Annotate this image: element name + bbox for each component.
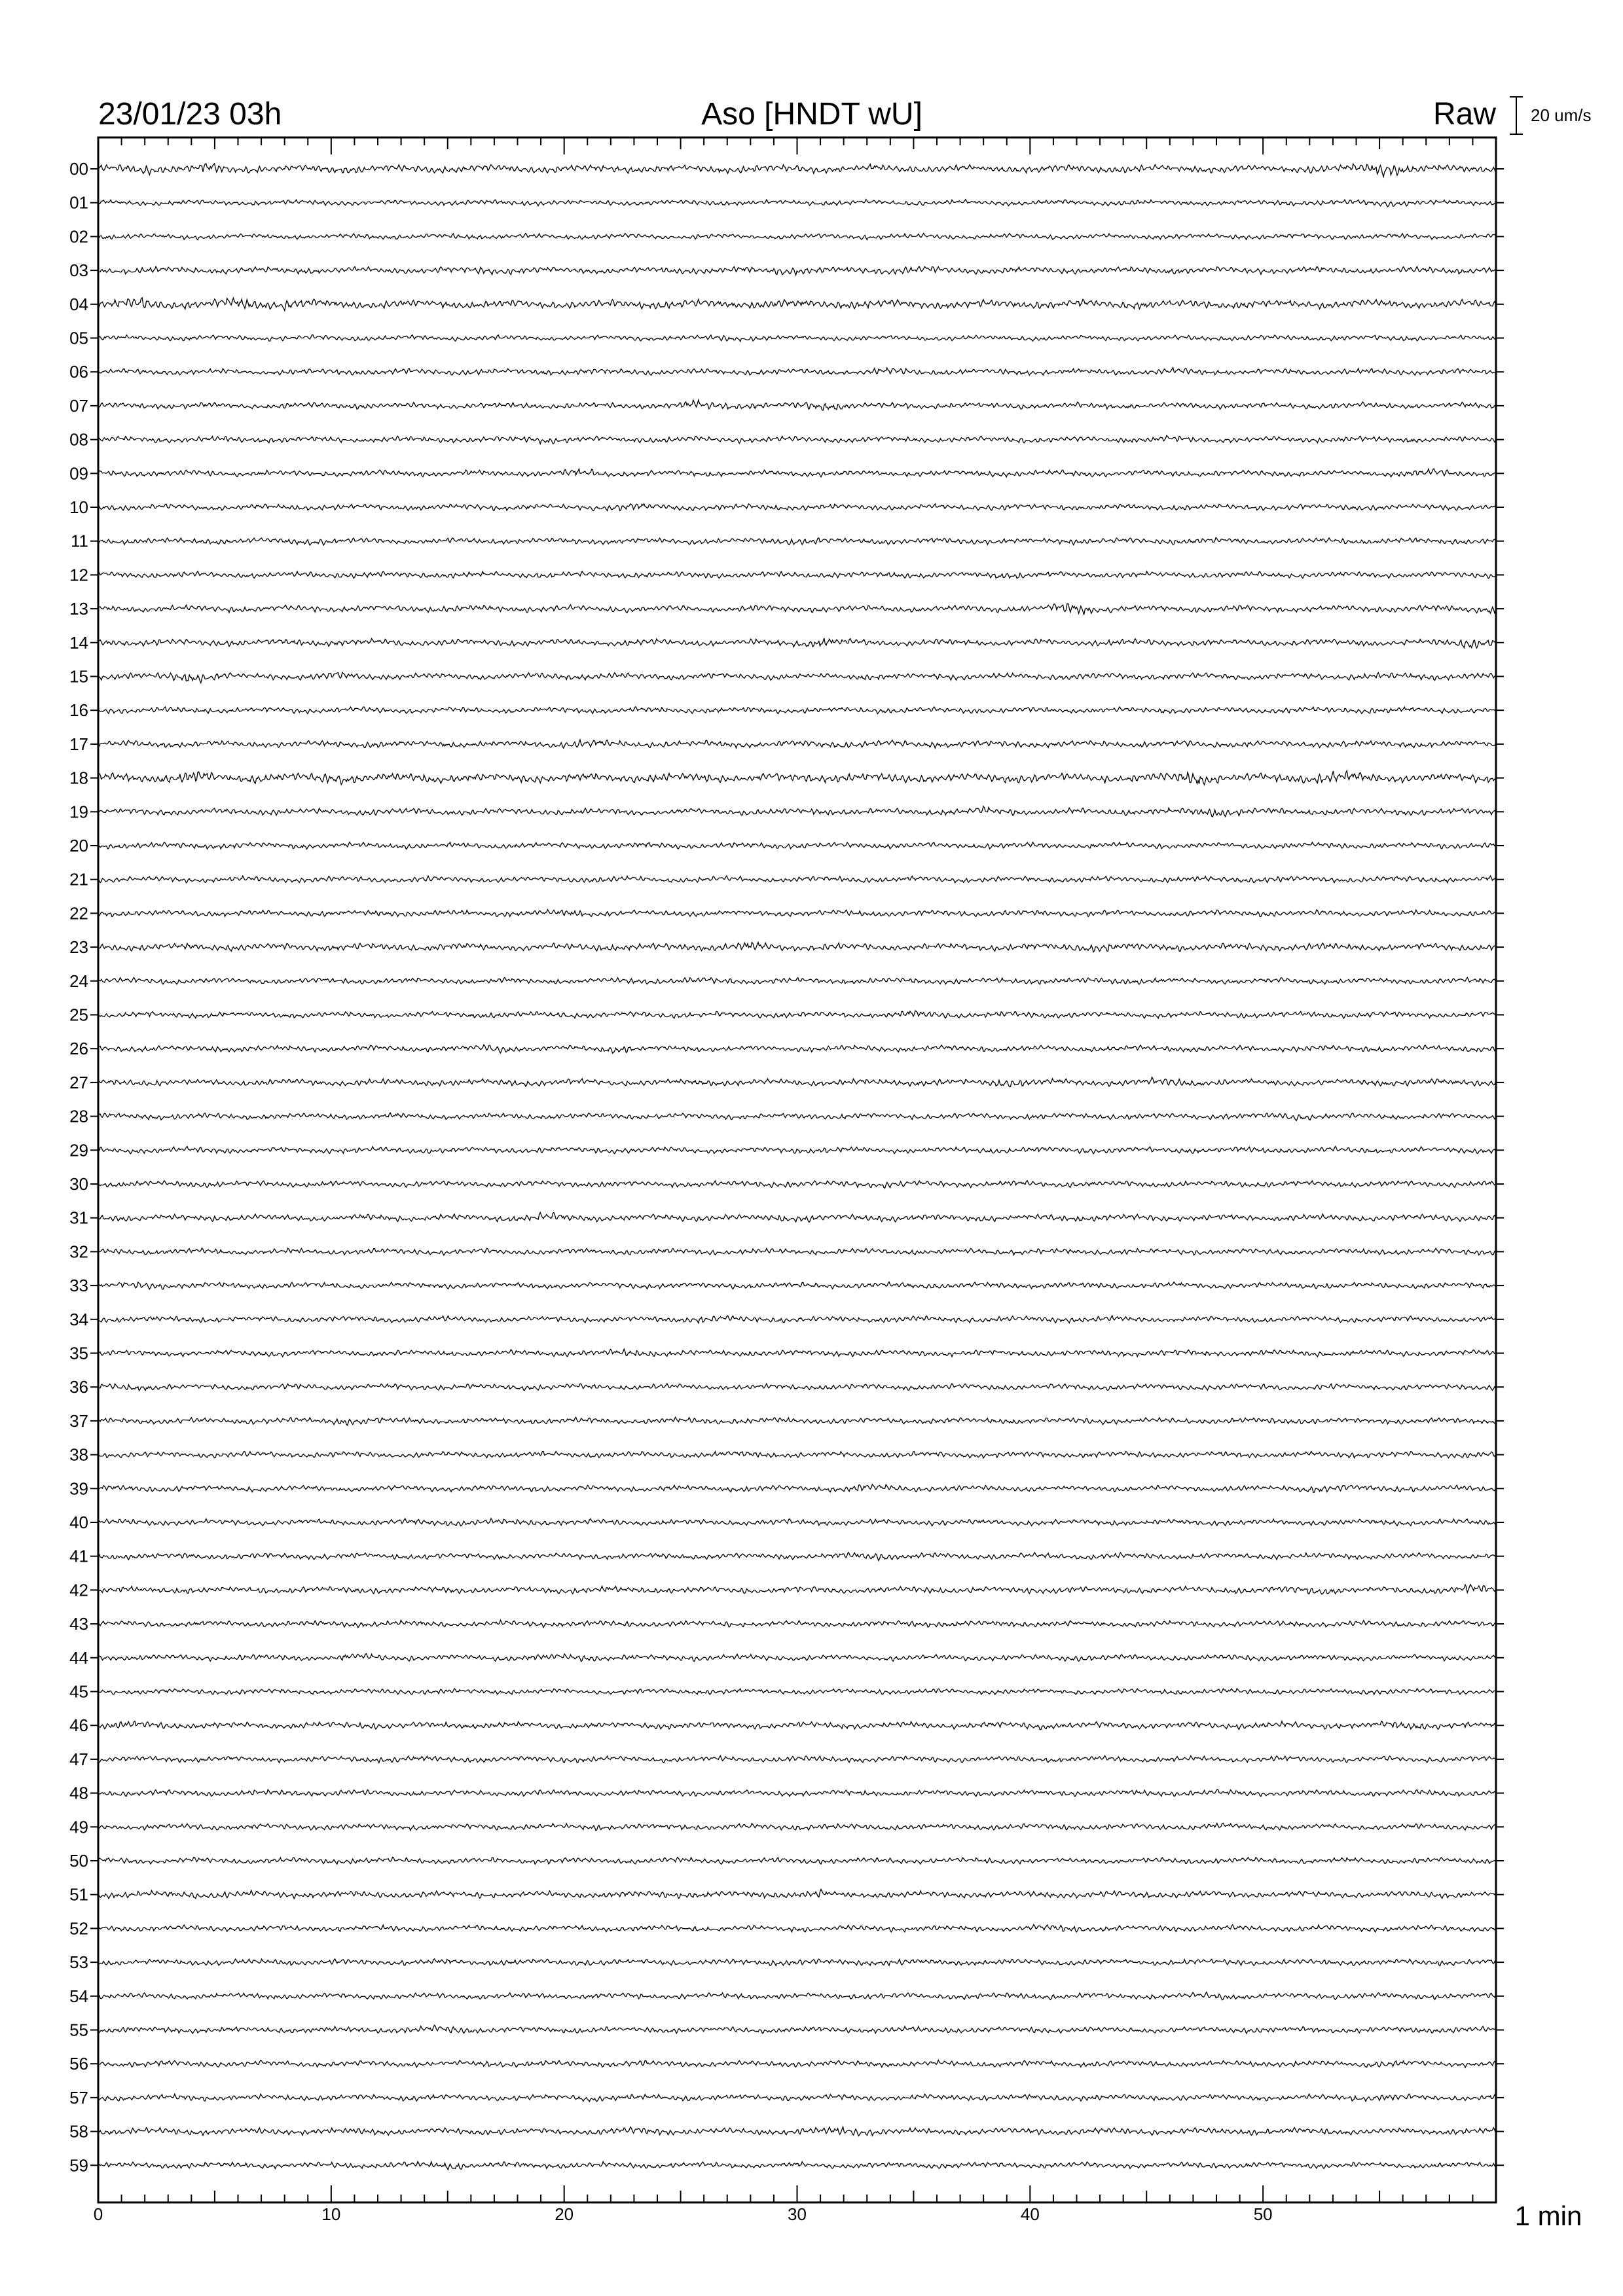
row-label: 16 <box>69 700 88 721</box>
trace-line <box>98 335 1495 342</box>
row-label: 42 <box>69 1580 88 1600</box>
row-label: 24 <box>69 971 88 991</box>
row-label: 29 <box>69 1140 88 1160</box>
trace-line <box>98 806 1495 817</box>
trace-line <box>98 1113 1495 1121</box>
row-label: 28 <box>69 1106 88 1126</box>
row-label: 50 <box>69 1851 88 1871</box>
trace-line <box>98 1689 1495 1695</box>
row-label: 43 <box>69 1614 88 1634</box>
row-label: 20 <box>69 836 88 855</box>
x-tick-label: 10 <box>321 2204 341 2224</box>
trace-lines <box>98 164 1495 2170</box>
chart-title: Aso [HNDT wU] <box>701 97 922 132</box>
trace-line <box>98 1045 1495 1053</box>
trace-line <box>98 435 1495 444</box>
trace-line <box>98 571 1495 579</box>
x-tick-label: 0 <box>93 2204 103 2224</box>
trace-line <box>98 1282 1495 1289</box>
x-tick-label: 50 <box>1253 2204 1273 2224</box>
trace-line <box>98 2094 1495 2102</box>
datetime-label: 23/01/23 03h <box>98 97 282 132</box>
row-label: 38 <box>69 1444 88 1465</box>
row-label: 00 <box>69 159 88 179</box>
trace-line <box>98 740 1495 748</box>
trace-line <box>98 1755 1495 1763</box>
row-label: 11 <box>71 531 88 551</box>
row-label: 53 <box>69 1952 88 1973</box>
row-label: 33 <box>69 1276 88 1296</box>
row-label: 08 <box>69 429 88 450</box>
trace-line <box>98 1212 1495 1222</box>
row-label: 34 <box>69 1309 88 1329</box>
row-label: 35 <box>69 1343 88 1363</box>
row-label: 14 <box>69 632 88 653</box>
trace-line <box>98 876 1495 883</box>
trace-line <box>98 1349 1495 1357</box>
trace-line <box>98 1857 1495 1865</box>
row-label: 06 <box>69 362 88 382</box>
x-tick-labels <box>94 2204 1273 2224</box>
trace-line <box>98 942 1495 952</box>
trace-line <box>98 1077 1495 1087</box>
row-label: 07 <box>69 395 88 416</box>
trace-line <box>98 266 1495 275</box>
row-label: 54 <box>69 1986 88 2006</box>
trace-line <box>98 1384 1495 1391</box>
row-label: 49 <box>69 1817 88 1837</box>
trace-line <box>98 603 1495 615</box>
row-label: 18 <box>69 768 88 788</box>
trace-line <box>98 842 1495 850</box>
trace-line <box>98 1417 1495 1426</box>
row-label: 31 <box>69 1208 88 1228</box>
row-label: 25 <box>69 1005 88 1025</box>
trace-line <box>98 1823 1495 1830</box>
row-label: 01 <box>69 192 88 213</box>
trace-line <box>98 1181 1495 1189</box>
row-label: 37 <box>69 1410 88 1431</box>
trace-line <box>98 1518 1495 1526</box>
trace-line <box>98 910 1495 917</box>
row-label: 27 <box>69 1072 88 1092</box>
trace-line <box>98 1146 1495 1153</box>
row-label: 32 <box>69 1242 88 1262</box>
row-label: 05 <box>69 328 88 348</box>
row-label: 55 <box>69 2020 88 2040</box>
row-label: 03 <box>69 260 88 281</box>
trace-line <box>98 1889 1495 1898</box>
row-label: 41 <box>69 1546 88 1566</box>
trace-line <box>98 1959 1495 1966</box>
trace-line <box>98 1452 1495 1458</box>
trace-line <box>98 1585 1495 1594</box>
trace-line <box>98 1552 1495 1561</box>
trace-line <box>98 1789 1495 1796</box>
trace-line <box>98 2025 1495 2034</box>
row-label: 04 <box>69 294 88 314</box>
row-label: 36 <box>69 1377 88 1397</box>
trace-line <box>98 2162 1495 2170</box>
row-label: 46 <box>69 1715 88 1736</box>
trace-line <box>98 1721 1495 1730</box>
row-label: 48 <box>69 1783 88 1803</box>
row-label: 39 <box>69 1479 88 1499</box>
trace-line <box>98 1484 1495 1492</box>
row-label: 22 <box>69 903 88 924</box>
x-tick-label: 20 <box>555 2204 574 2224</box>
amplitude-scale-bar <box>1510 97 1523 134</box>
row-label: 51 <box>69 1884 88 1905</box>
row-label: 15 <box>69 666 88 687</box>
trace-line <box>98 977 1495 984</box>
trace-line <box>98 638 1495 648</box>
row-label: 02 <box>69 226 88 247</box>
trace-line <box>98 770 1495 785</box>
row-label: 21 <box>69 869 88 889</box>
row-label: 40 <box>69 1513 88 1532</box>
row-label: 30 <box>69 1174 88 1194</box>
trace-line <box>98 2060 1495 2068</box>
trace-line <box>98 1654 1495 1662</box>
row-label: 12 <box>69 565 88 585</box>
mode-label: Raw <box>1432 97 1496 132</box>
row-label: 09 <box>69 463 88 484</box>
trace-line <box>98 1316 1495 1323</box>
trace-line <box>98 164 1495 177</box>
row-label: 17 <box>69 734 88 754</box>
trace-line <box>98 1620 1495 1627</box>
trace-line <box>98 368 1495 376</box>
x-tick-label: 40 <box>1020 2204 1040 2224</box>
trace-line <box>98 672 1495 683</box>
row-label: 47 <box>69 1749 88 1769</box>
row-label: 59 <box>69 2155 88 2176</box>
trace-line <box>98 537 1495 545</box>
trace-line <box>98 707 1495 714</box>
trace-line <box>98 469 1495 477</box>
trace-line <box>98 503 1495 511</box>
trace-line <box>98 1011 1495 1018</box>
trace-line <box>98 200 1495 207</box>
trace-line <box>98 1924 1495 1931</box>
trace-line <box>98 400 1495 410</box>
row-label: 45 <box>69 1681 88 1702</box>
row-label: 23 <box>69 937 88 958</box>
row-label: 10 <box>69 497 88 517</box>
amplitude-scale-label: 20 um/s <box>1531 105 1592 125</box>
row-labels <box>69 159 1504 2175</box>
row-label: 13 <box>69 599 88 619</box>
row-label: 52 <box>69 1918 88 1939</box>
x-axis-label: 1 min <box>1514 2200 1582 2231</box>
row-label: 44 <box>69 1647 88 1668</box>
trace-line <box>98 1992 1495 2000</box>
trace-line <box>98 2126 1495 2136</box>
row-label: 57 <box>69 2087 88 2108</box>
row-label: 58 <box>69 2121 88 2142</box>
row-label: 56 <box>69 2054 88 2074</box>
trace-line <box>98 233 1495 240</box>
trace-line <box>98 1248 1495 1255</box>
trace-line <box>98 298 1495 311</box>
x-tick-label: 30 <box>788 2204 807 2224</box>
row-label: 19 <box>69 802 88 822</box>
row-label: 26 <box>69 1039 88 1059</box>
